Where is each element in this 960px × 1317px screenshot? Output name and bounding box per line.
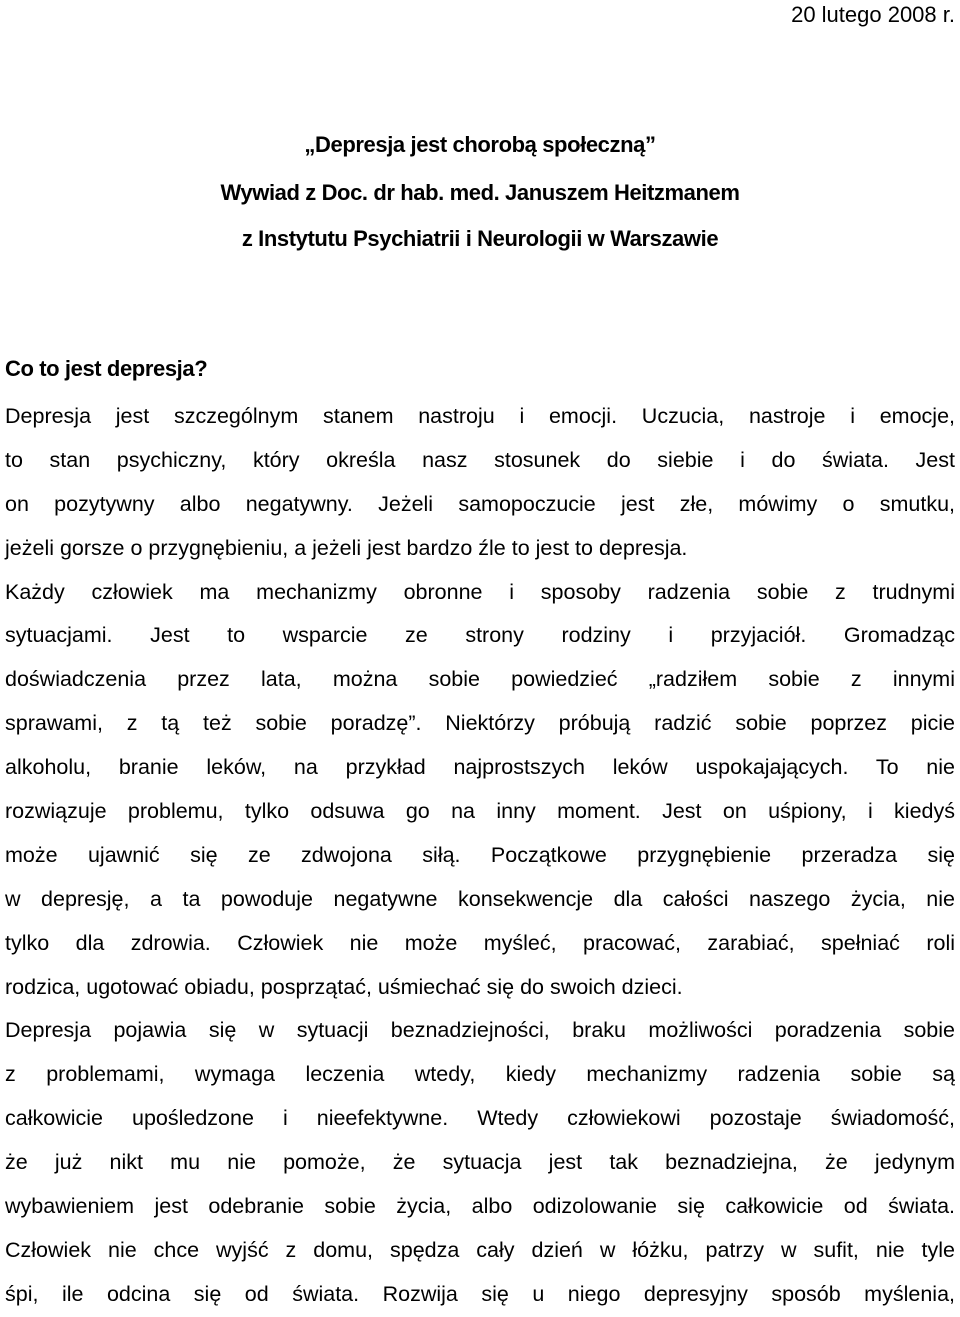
text-line: wybawieniem jest odebranie sobie życia, albo odizolowanie się całkowicie od świata. <box>5 1194 955 1219</box>
document-subtitle-institute: z Instytutu Psychiatrii i Neurologii w Warszawie <box>241 226 719 251</box>
text-line: sytuacjami. Jest to wsparcie ze strony rodziny i przyjaciół. Gromadząc <box>5 623 955 648</box>
text-line: Człowiek nie chce wyjść z domu, spędza cały dzień w łóżku, patrzy w sufit, nie tyle <box>5 1237 955 1262</box>
text-line: tylko dla zdrowia. Człowiek nie może myśleć, pracować, zarabiać, spełniać roli <box>5 930 955 955</box>
text-line: rodzica, ugotować obiadu, posprzątać, uśmiechać się do swoich dzieci. <box>5 974 683 999</box>
text-line: alkoholu, branie leków, na przykład najprostszych leków uspokajających. To nie <box>5 755 955 780</box>
interview-question: Co to jest depresja? <box>5 356 208 381</box>
text-line: on pozytywny albo negatywny. Jeżeli samopoczucie jest złe, mówimy o smutku, <box>5 491 955 516</box>
text-line: Depresja jest szczególnym stanem nastroju i emocji. Uczucia, nastroje i emocje, <box>5 404 955 428</box>
text-line: sprawami, z tą też sobie poradzę”. Niektórzy próbują radzić sobie poprzez picie <box>5 711 955 736</box>
text-line: doświadczenia przez lata, można sobie powiedzieć „radziłem sobie z innymi <box>5 667 955 692</box>
answer-paragraph <box>5 395 955 1317</box>
text-line: że już nikt mu nie pomoże, że sytuacja jest tak beznadziejna, że jedynym <box>5 1150 955 1175</box>
document-date: 20 lutego 2008 r. <box>791 2 955 27</box>
text-line: śpi, ile odcina się od świata. Rozwija się u niego depresyjny sposób myślenia, <box>5 1281 955 1306</box>
text-line: jeżeli gorsze o przygnębieniu, a jeżeli jest bardzo źle to jest to depresja. <box>5 535 688 560</box>
text-line: to stan psychiczny, który określa nasz stosunek do siebie i do świata. Jest <box>5 447 955 472</box>
text-line: w depresję, a ta powoduje negatywne konsekwencje dla całości naszego życia, nie <box>5 886 955 911</box>
text-line: całkowicie upośledzone i nieefektywne. Wtedy człowiekowi pozostaje świadomość, <box>5 1106 955 1131</box>
text-line: może ujawnić się ze zdwojona siłą. Początkowe przygnębienie przeradza się <box>5 842 955 867</box>
text-line: Depresja pojawia się w sytuacji beznadziejności, braku możliwości poradzenia sobie <box>5 1018 955 1043</box>
document-subtitle-interview: Wywiad z Doc. dr hab. med. Januszem Heitzmanem <box>220 180 740 205</box>
text-line: z problemami, wymaga leczenia wtedy, kiedy mechanizmy radzenia sobie są <box>5 1062 955 1087</box>
document-title: „Depresja jest chorobą społeczną” <box>304 132 656 157</box>
text-line: Każdy człowiek ma mechanizmy obronne i sposoby radzenia sobie z trudnymi <box>5 579 955 604</box>
text-line: rozwiązuje problemu, tylko odsuwa go na inny moment. Jest on uśpiony, i kiedyś <box>5 799 955 824</box>
